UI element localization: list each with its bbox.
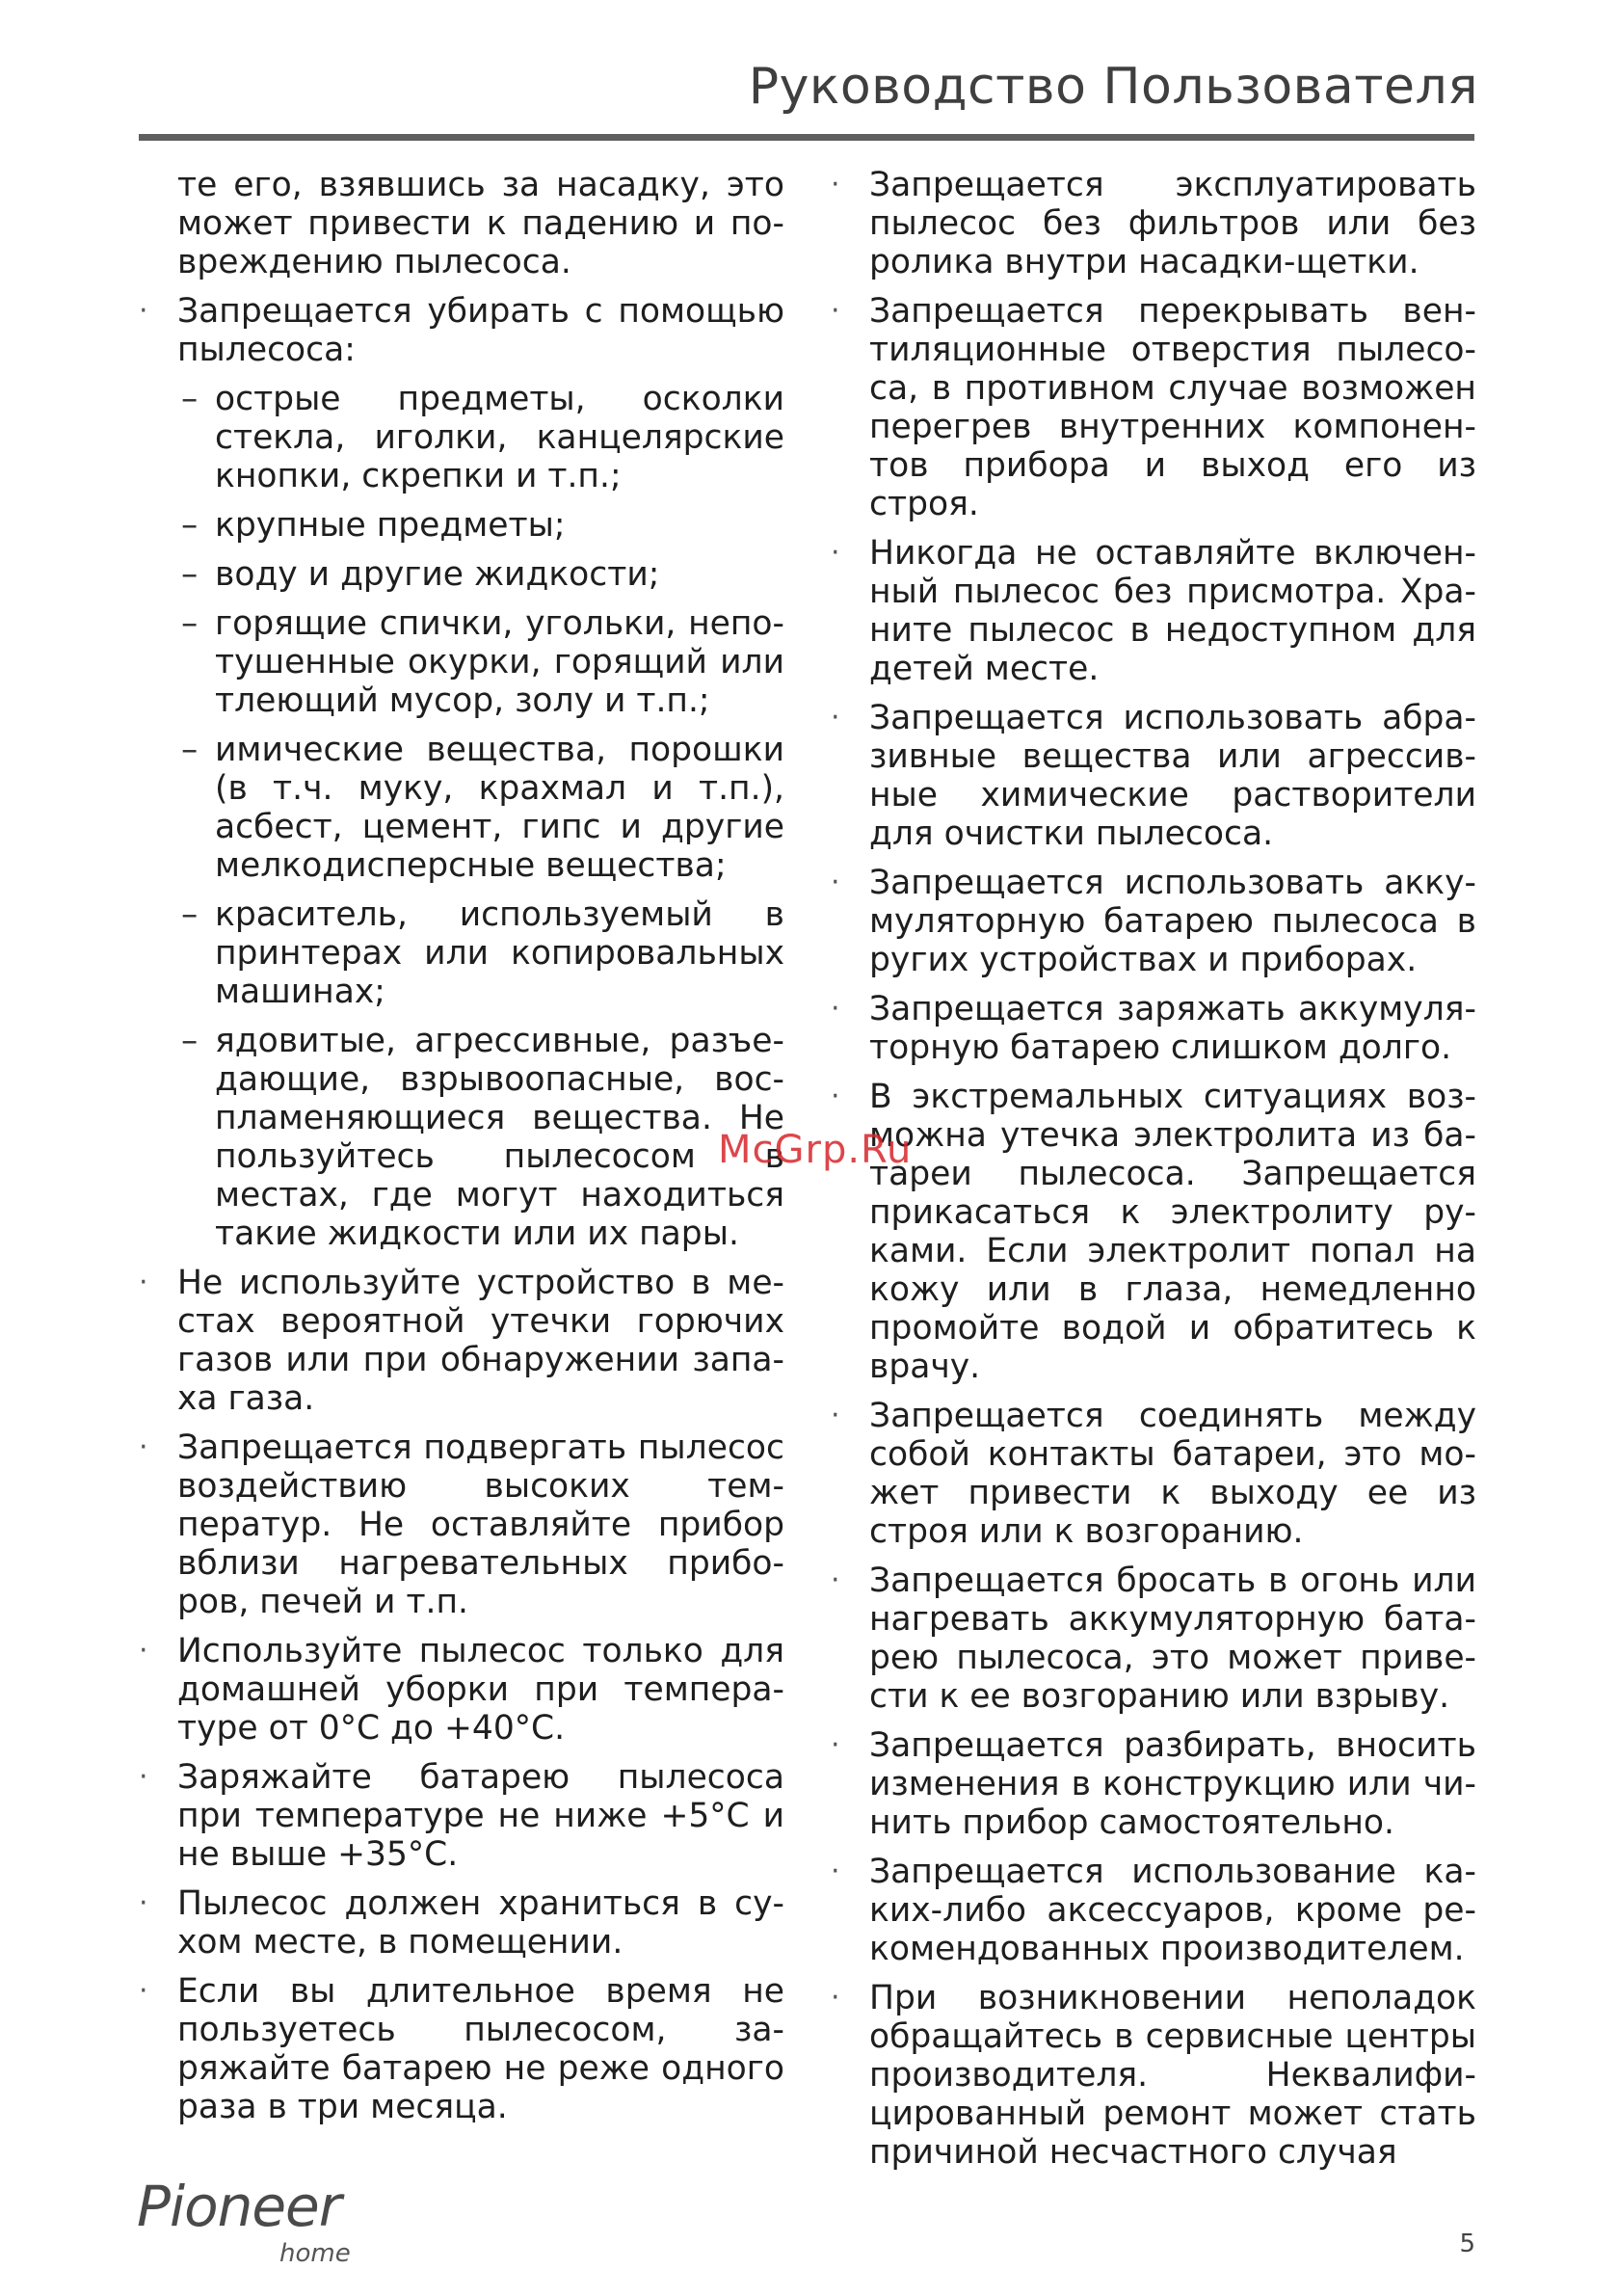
sub-item xyxy=(139,731,784,885)
dash-icon: – xyxy=(181,895,199,934)
continuation-paragraph: те его, взявшись за насадку, это может привести к падению и повреждению пылесоса. xyxy=(177,166,784,281)
sub-item xyxy=(139,604,784,720)
bullet-dot-icon: · xyxy=(139,1634,148,1668)
sub-item-text: ядовитые, агрессивные, разъедающие, взрывоопасные, воспламеняющиеся вещества. Не пользуйтесь пылесосом в местах, где могут находиться такие жидкости или их пары. xyxy=(215,1022,784,1253)
header-divider xyxy=(139,134,1474,141)
bullet-item xyxy=(831,166,1476,281)
logo-wordmark: Pioneer xyxy=(137,2174,341,2239)
bullet-dot-icon: · xyxy=(831,168,840,201)
bullet-text: Запрещается убирать с помощью пылесоса: xyxy=(177,292,784,369)
sub-item-text: воду и другие жидкости; xyxy=(215,555,660,594)
dash-icon: – xyxy=(181,506,199,545)
dash-icon: – xyxy=(181,1022,199,1060)
bullet-item xyxy=(139,1428,784,1621)
bullet-dot-icon: · xyxy=(831,294,840,328)
bullet-item xyxy=(831,1979,1476,2172)
bullet-dot-icon: · xyxy=(139,1760,148,1794)
bullet-text: При возникновении неполадок обращайтесь в сервисные центры производителя. Неквалифицированный ремонт может стать причиной несчастного случая xyxy=(869,1979,1476,2172)
bullet-dot-icon: · xyxy=(831,1563,840,1597)
sub-item-text: горящие спички, угольки, непотушенные окурки, горящий или тлеющий мусор, золу и т.п.; xyxy=(215,604,784,720)
bullet-item xyxy=(139,1632,784,1748)
bullet-text: Запрещается эксплуатировать пылесос без фильтров или без ролика внутри насадки-щетки. xyxy=(869,166,1476,281)
bullet-text: Используйте пылесос только для домашней уборки при температуре от 0°С до +40°С. xyxy=(177,1632,784,1748)
bullet-item xyxy=(831,864,1476,979)
bullet-dot-icon: · xyxy=(831,1080,840,1113)
sub-item-text: крупные предметы; xyxy=(215,506,566,545)
page-header-title: Руководство Пользователя xyxy=(748,58,1478,116)
page-number: 5 xyxy=(1459,2229,1475,2258)
bullet-dot-icon: · xyxy=(831,701,840,734)
bullet-item xyxy=(139,1972,784,2126)
sub-item-text: имические вещества, порошки (в т.ч. муку, крахмал и т.п.), асбест, цемент, гипс и другие мелкодисперсные вещества; xyxy=(215,731,784,885)
bullet-dot-icon: · xyxy=(831,866,840,899)
bullet-item xyxy=(831,1397,1476,1551)
bullet-dot-icon: · xyxy=(831,1728,840,1762)
watermark: McGrp.Ru xyxy=(718,1128,913,1172)
brand-logo xyxy=(137,2174,349,2270)
bullet-item xyxy=(139,1884,784,1962)
left-column xyxy=(139,166,784,2137)
bullet-item xyxy=(139,1758,784,1874)
bullet-text: Запрещается бросать в огонь или нагревать аккумуляторную батарею пылесоса, это может привести к ее возгоранию или взрыву. xyxy=(869,1562,1476,1716)
bullet-text: Никогда не оставляйте включенный пылесос без присмотра. Храните пылесос в недоступном для детей месте. xyxy=(869,534,1476,688)
dash-icon: – xyxy=(181,380,199,418)
bullet-item xyxy=(139,292,784,369)
bullet-text: Запрещается разбирать, вносить изменения в конструкцию или чинить прибор самостоятельно. xyxy=(869,1726,1476,1842)
bullet-item xyxy=(139,1264,784,1418)
bullet-item xyxy=(831,1078,1476,1386)
bullet-item xyxy=(831,292,1476,523)
sub-item xyxy=(139,506,784,545)
bullet-item xyxy=(831,1853,1476,1968)
dash-icon: – xyxy=(181,731,199,769)
sub-item-text: краситель, используемый в принтерах или копировальных машинах; xyxy=(215,895,784,1011)
sub-item xyxy=(139,1022,784,1253)
bullet-dot-icon: · xyxy=(139,1886,148,1920)
bullet-dot-icon: · xyxy=(139,1430,148,1464)
bullet-dot-icon: · xyxy=(139,294,148,328)
bullet-dot-icon: · xyxy=(139,1266,148,1299)
bullet-item xyxy=(831,990,1476,1067)
sub-item xyxy=(139,380,784,495)
bullet-dot-icon: · xyxy=(831,992,840,1026)
dash-icon: – xyxy=(181,604,199,643)
bullet-dot-icon: · xyxy=(831,1399,840,1432)
bullet-text: Запрещается соединять между собой контакты батареи, это может привести к выходу ее из строя или к возгоранию. xyxy=(869,1397,1476,1551)
bullet-item xyxy=(831,1726,1476,1842)
bullet-text: В экстремальных ситуациях возможна утечка электролита из батареи пылесоса. Запрещается прикасаться к электролиту руками. Если электролит попал на кожу или в глаза, немедленно промойте водой и обратитесь к врачу. xyxy=(869,1078,1476,1386)
sub-item xyxy=(139,895,784,1011)
bullet-dot-icon: · xyxy=(831,1981,840,2015)
right-column xyxy=(831,166,1476,2182)
bullet-item xyxy=(831,699,1476,853)
sub-item xyxy=(139,555,784,594)
bullet-text: Запрещается использовать аккумуляторную батарею пылесоса в ругих устройствах и приборах. xyxy=(869,864,1476,979)
bullet-text: Запрещается использовать абразивные вещества или агрессивные химические растворители для очистки пылесоса. xyxy=(869,699,1476,853)
bullet-text: Запрещается подвергать пылесос воздействию высоких температур. Не оставляйте прибор вблизи нагревательных приборов, печей и т.п. xyxy=(177,1428,784,1621)
bullet-text: Пылесос должен храниться в сухом месте, в помещении. xyxy=(177,1884,784,1962)
bullet-item xyxy=(831,1562,1476,1716)
bullet-dot-icon: · xyxy=(831,1855,840,1888)
bullet-text: Запрещается использование каких-либо аксессуаров, кроме рекомендованных производителем. xyxy=(869,1853,1476,1968)
bullet-item xyxy=(831,534,1476,688)
sub-item-text: острые предметы, осколки стекла, иголки, канцелярские кнопки, скрепки и т.п.; xyxy=(215,380,784,495)
bullet-text: Запрещается заряжать аккумуляторную батарею слишком долго. xyxy=(869,990,1476,1067)
bullet-text: Не используйте устройство в местах вероятной утечки горючих газов или при обнаружении запаха газа. xyxy=(177,1264,784,1418)
bullet-dot-icon: · xyxy=(139,1974,148,2008)
bullet-text: Запрещается перекрывать вентиляционные отверстия пылесоса, в противном случае возможен перегрев внутренних компонентов прибора и выход его из строя. xyxy=(869,292,1476,523)
logo-subtext: home xyxy=(279,2239,351,2268)
bullet-dot-icon: · xyxy=(831,536,840,570)
bullet-text: Заряжайте батарею пылесоса при температуре не ниже +5°С и не выше +35°С. xyxy=(177,1758,784,1874)
bullet-text: Если вы длительное время не пользуетесь пылесосом, заряжайте батарею не реже одного раза в три месяца. xyxy=(177,1972,784,2126)
dash-icon: – xyxy=(181,555,199,594)
